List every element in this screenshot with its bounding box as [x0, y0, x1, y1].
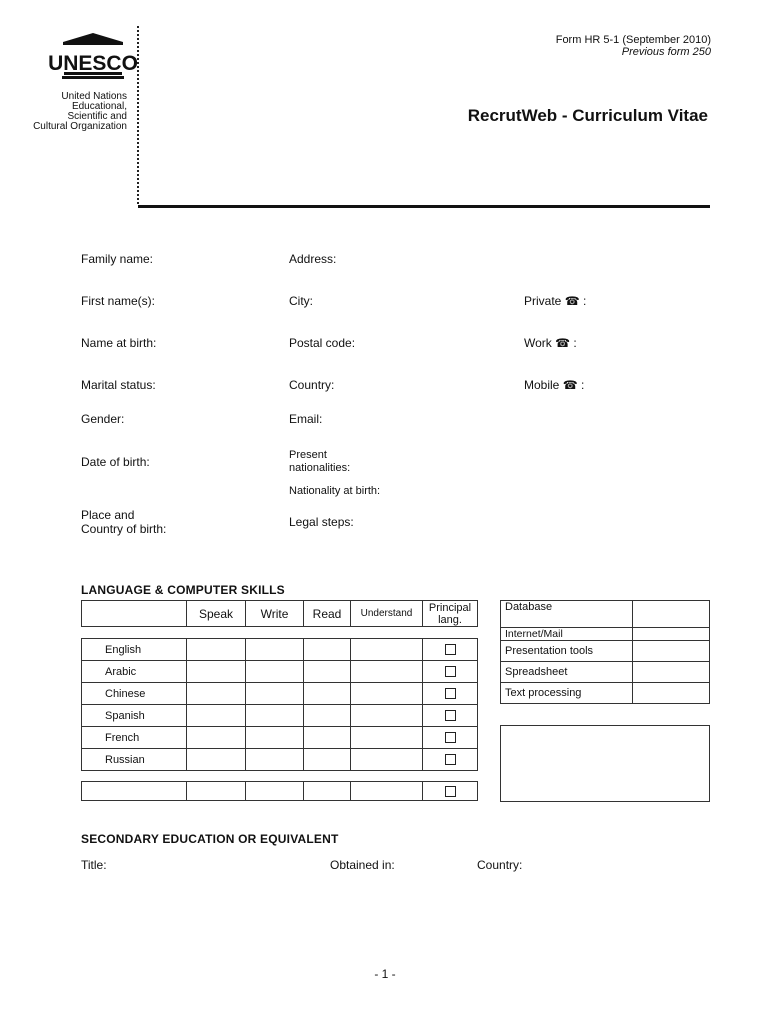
- work-phone-text: Work: [524, 336, 552, 350]
- speak-cell[interactable]: [187, 782, 246, 801]
- additional-language-input[interactable]: [82, 782, 187, 801]
- computer-skills-table: [500, 600, 710, 704]
- family-name-label: Family name:: [81, 252, 154, 266]
- principal-language-checkbox[interactable]: [445, 754, 456, 765]
- language-row: [82, 705, 478, 727]
- read-header: Read: [304, 601, 351, 627]
- page-number: - 1 -: [374, 967, 396, 981]
- write-cell[interactable]: [246, 749, 304, 771]
- speak-cell[interactable]: [187, 727, 246, 749]
- header-rule: [138, 205, 710, 208]
- speak-cell[interactable]: [187, 661, 246, 683]
- write-cell[interactable]: [246, 661, 304, 683]
- write-cell[interactable]: [246, 727, 304, 749]
- education-obtained-in-label: Obtained in:: [330, 858, 395, 872]
- language-label: English: [105, 643, 142, 656]
- computer-skill-label-cell: [501, 662, 633, 683]
- language-label: Chinese: [105, 687, 146, 700]
- computer-skill-row: [501, 628, 710, 641]
- language-name: [82, 705, 187, 727]
- name-at-birth-label: Name at birth:: [81, 336, 157, 350]
- principal-language-checkbox[interactable]: [445, 786, 456, 797]
- marital-status-label: Marital status:: [81, 378, 156, 392]
- language-label: Arabic: [105, 665, 137, 678]
- understand-header: Understand: [351, 601, 423, 627]
- computer-skill-label: Database: [505, 601, 553, 613]
- principal-language-checkbox[interactable]: [445, 710, 456, 721]
- principal-language-cell: [423, 639, 478, 661]
- language-name: [82, 639, 187, 661]
- read-cell[interactable]: [304, 727, 351, 749]
- computer-skill-label: Spreadsheet: [505, 666, 568, 678]
- read-cell[interactable]: [304, 705, 351, 727]
- gender-label: Gender:: [81, 412, 125, 426]
- language-name: [82, 727, 187, 749]
- computer-skill-label-cell: [501, 683, 633, 704]
- read-cell[interactable]: [304, 639, 351, 661]
- understand-cell[interactable]: [351, 683, 423, 705]
- speak-cell[interactable]: [187, 639, 246, 661]
- principal-language-cell: [423, 782, 478, 801]
- present-nationalities-label: [289, 449, 350, 475]
- language-header-table: [81, 600, 478, 627]
- svg-text:UNESCO: UNESCO: [48, 52, 138, 75]
- principal-header-line-2: lang.: [438, 613, 462, 626]
- nationality-at-birth-label: Nationality at birth:: [289, 485, 381, 497]
- address-label: Address:: [289, 252, 337, 266]
- read-cell[interactable]: [304, 661, 351, 683]
- place-of-birth-label: [81, 508, 166, 536]
- principal-language-checkbox[interactable]: [445, 688, 456, 699]
- org-name: [30, 92, 127, 132]
- first-names-label: First name(s):: [81, 294, 156, 308]
- private-phone-colon: :: [583, 294, 587, 308]
- read-cell[interactable]: [304, 749, 351, 771]
- principal-language-checkbox[interactable]: [445, 644, 456, 655]
- computer-skill-level-cell[interactable]: [633, 628, 710, 641]
- org-name-line-1: United Nations: [61, 91, 127, 102]
- mobile-phone-text: Mobile: [524, 378, 560, 392]
- private-phone-label: [524, 294, 586, 308]
- phone-icon: ☎: [562, 378, 578, 392]
- understand-cell[interactable]: [351, 727, 423, 749]
- language-row: [82, 683, 478, 705]
- form-id: Form HR 5-1 (September 2010): [555, 34, 711, 46]
- computer-skill-row: [501, 601, 710, 628]
- phone-icon: ☎: [564, 294, 580, 308]
- computer-skill-label: Presentation tools: [505, 645, 594, 657]
- computer-skill-level-cell[interactable]: [633, 601, 710, 628]
- mobile-phone-label: [524, 378, 584, 392]
- language-row: [82, 749, 478, 771]
- understand-cell[interactable]: [351, 749, 423, 771]
- computer-skill-label: Internet/Mail: [505, 628, 563, 640]
- skills-heading: LANGUAGE & COMPUTER SKILLS: [81, 583, 285, 597]
- page-title: RecrutWeb - Curriculum Vitae: [467, 106, 708, 125]
- understand-cell[interactable]: [351, 705, 423, 727]
- legal-steps-label: Legal steps:: [289, 515, 354, 529]
- language-name: [82, 661, 187, 683]
- header-divider: [137, 26, 139, 204]
- language-header-blank: [82, 601, 187, 627]
- computer-skill-row: [501, 641, 710, 662]
- mobile-phone-colon: :: [581, 378, 585, 392]
- write-cell[interactable]: [246, 705, 304, 727]
- email-label: Email:: [289, 412, 323, 426]
- speak-cell[interactable]: [187, 705, 246, 727]
- principal-language-checkbox[interactable]: [445, 666, 456, 677]
- language-name: [82, 683, 187, 705]
- work-phone-label: [524, 336, 577, 350]
- unesco-logo: [48, 32, 138, 82]
- principal-language-cell: [423, 749, 478, 771]
- phone-icon: ☎: [555, 336, 571, 350]
- speak-cell[interactable]: [187, 749, 246, 771]
- language-skills-table: [81, 638, 478, 771]
- understand-cell[interactable]: [351, 639, 423, 661]
- postal-code-label: Postal code:: [289, 336, 356, 350]
- understand-cell[interactable]: [351, 661, 423, 683]
- write-cell[interactable]: [246, 683, 304, 705]
- principal-header-line-1: Principal: [428, 601, 472, 614]
- computer-skill-label-cell: [501, 628, 633, 641]
- principal-language-cell: [423, 661, 478, 683]
- principal-language-cell: [423, 727, 478, 749]
- principal-language-header: [423, 601, 478, 627]
- org-name-line-2: Educational, Scientific and: [67, 101, 127, 122]
- place-of-birth-line-2: Country of birth:: [81, 522, 167, 536]
- computer-skill-level-cell[interactable]: [633, 641, 710, 662]
- computer-skill-label-cell: [501, 641, 633, 662]
- language-row: [82, 639, 478, 661]
- computer-skill-level-cell[interactable]: [633, 683, 710, 704]
- speak-header: Speak: [187, 601, 246, 627]
- computer-skills-comments-box[interactable]: [500, 725, 710, 802]
- education-heading: SECONDARY EDUCATION OR EQUIVALENT: [81, 832, 339, 846]
- write-cell[interactable]: [246, 639, 304, 661]
- language-name: [82, 749, 187, 771]
- city-label: City:: [289, 294, 313, 308]
- read-cell[interactable]: [304, 683, 351, 705]
- language-label: Russian: [105, 753, 145, 766]
- computer-skill-row: [501, 662, 710, 683]
- country-label: Country:: [289, 378, 335, 392]
- work-phone-colon: :: [573, 336, 577, 350]
- speak-cell[interactable]: [187, 683, 246, 705]
- language-label: Spanish: [105, 709, 145, 722]
- language-row: [82, 727, 478, 749]
- write-header: Write: [246, 601, 304, 627]
- language-label: French: [105, 731, 140, 744]
- place-of-birth-line-1: Place and: [81, 508, 135, 522]
- private-phone-text: Private: [524, 294, 562, 308]
- education-country-label: Country:: [477, 858, 523, 872]
- principal-language-checkbox[interactable]: [445, 732, 456, 743]
- computer-skill-row: [501, 683, 710, 704]
- date-of-birth-label: Date of birth:: [81, 455, 150, 469]
- computer-skill-label: Text processing: [505, 687, 582, 699]
- write-cell[interactable]: [246, 782, 304, 801]
- read-cell[interactable]: [304, 782, 351, 801]
- principal-language-cell: [423, 705, 478, 727]
- present-nationalities-line-1: Present: [289, 449, 327, 461]
- additional-language-row: [81, 781, 478, 801]
- present-nationalities-line-2: nationalities:: [289, 462, 351, 474]
- language-row: [82, 661, 478, 683]
- computer-skill-level-cell[interactable]: [633, 662, 710, 683]
- principal-language-cell: [423, 683, 478, 705]
- computer-skill-label-cell: [501, 601, 633, 628]
- previous-form: Previous form 250: [621, 46, 711, 58]
- org-name-line-3: Cultural Organization: [33, 121, 127, 132]
- understand-cell[interactable]: [351, 782, 423, 801]
- education-title-label: Title:: [81, 858, 107, 872]
